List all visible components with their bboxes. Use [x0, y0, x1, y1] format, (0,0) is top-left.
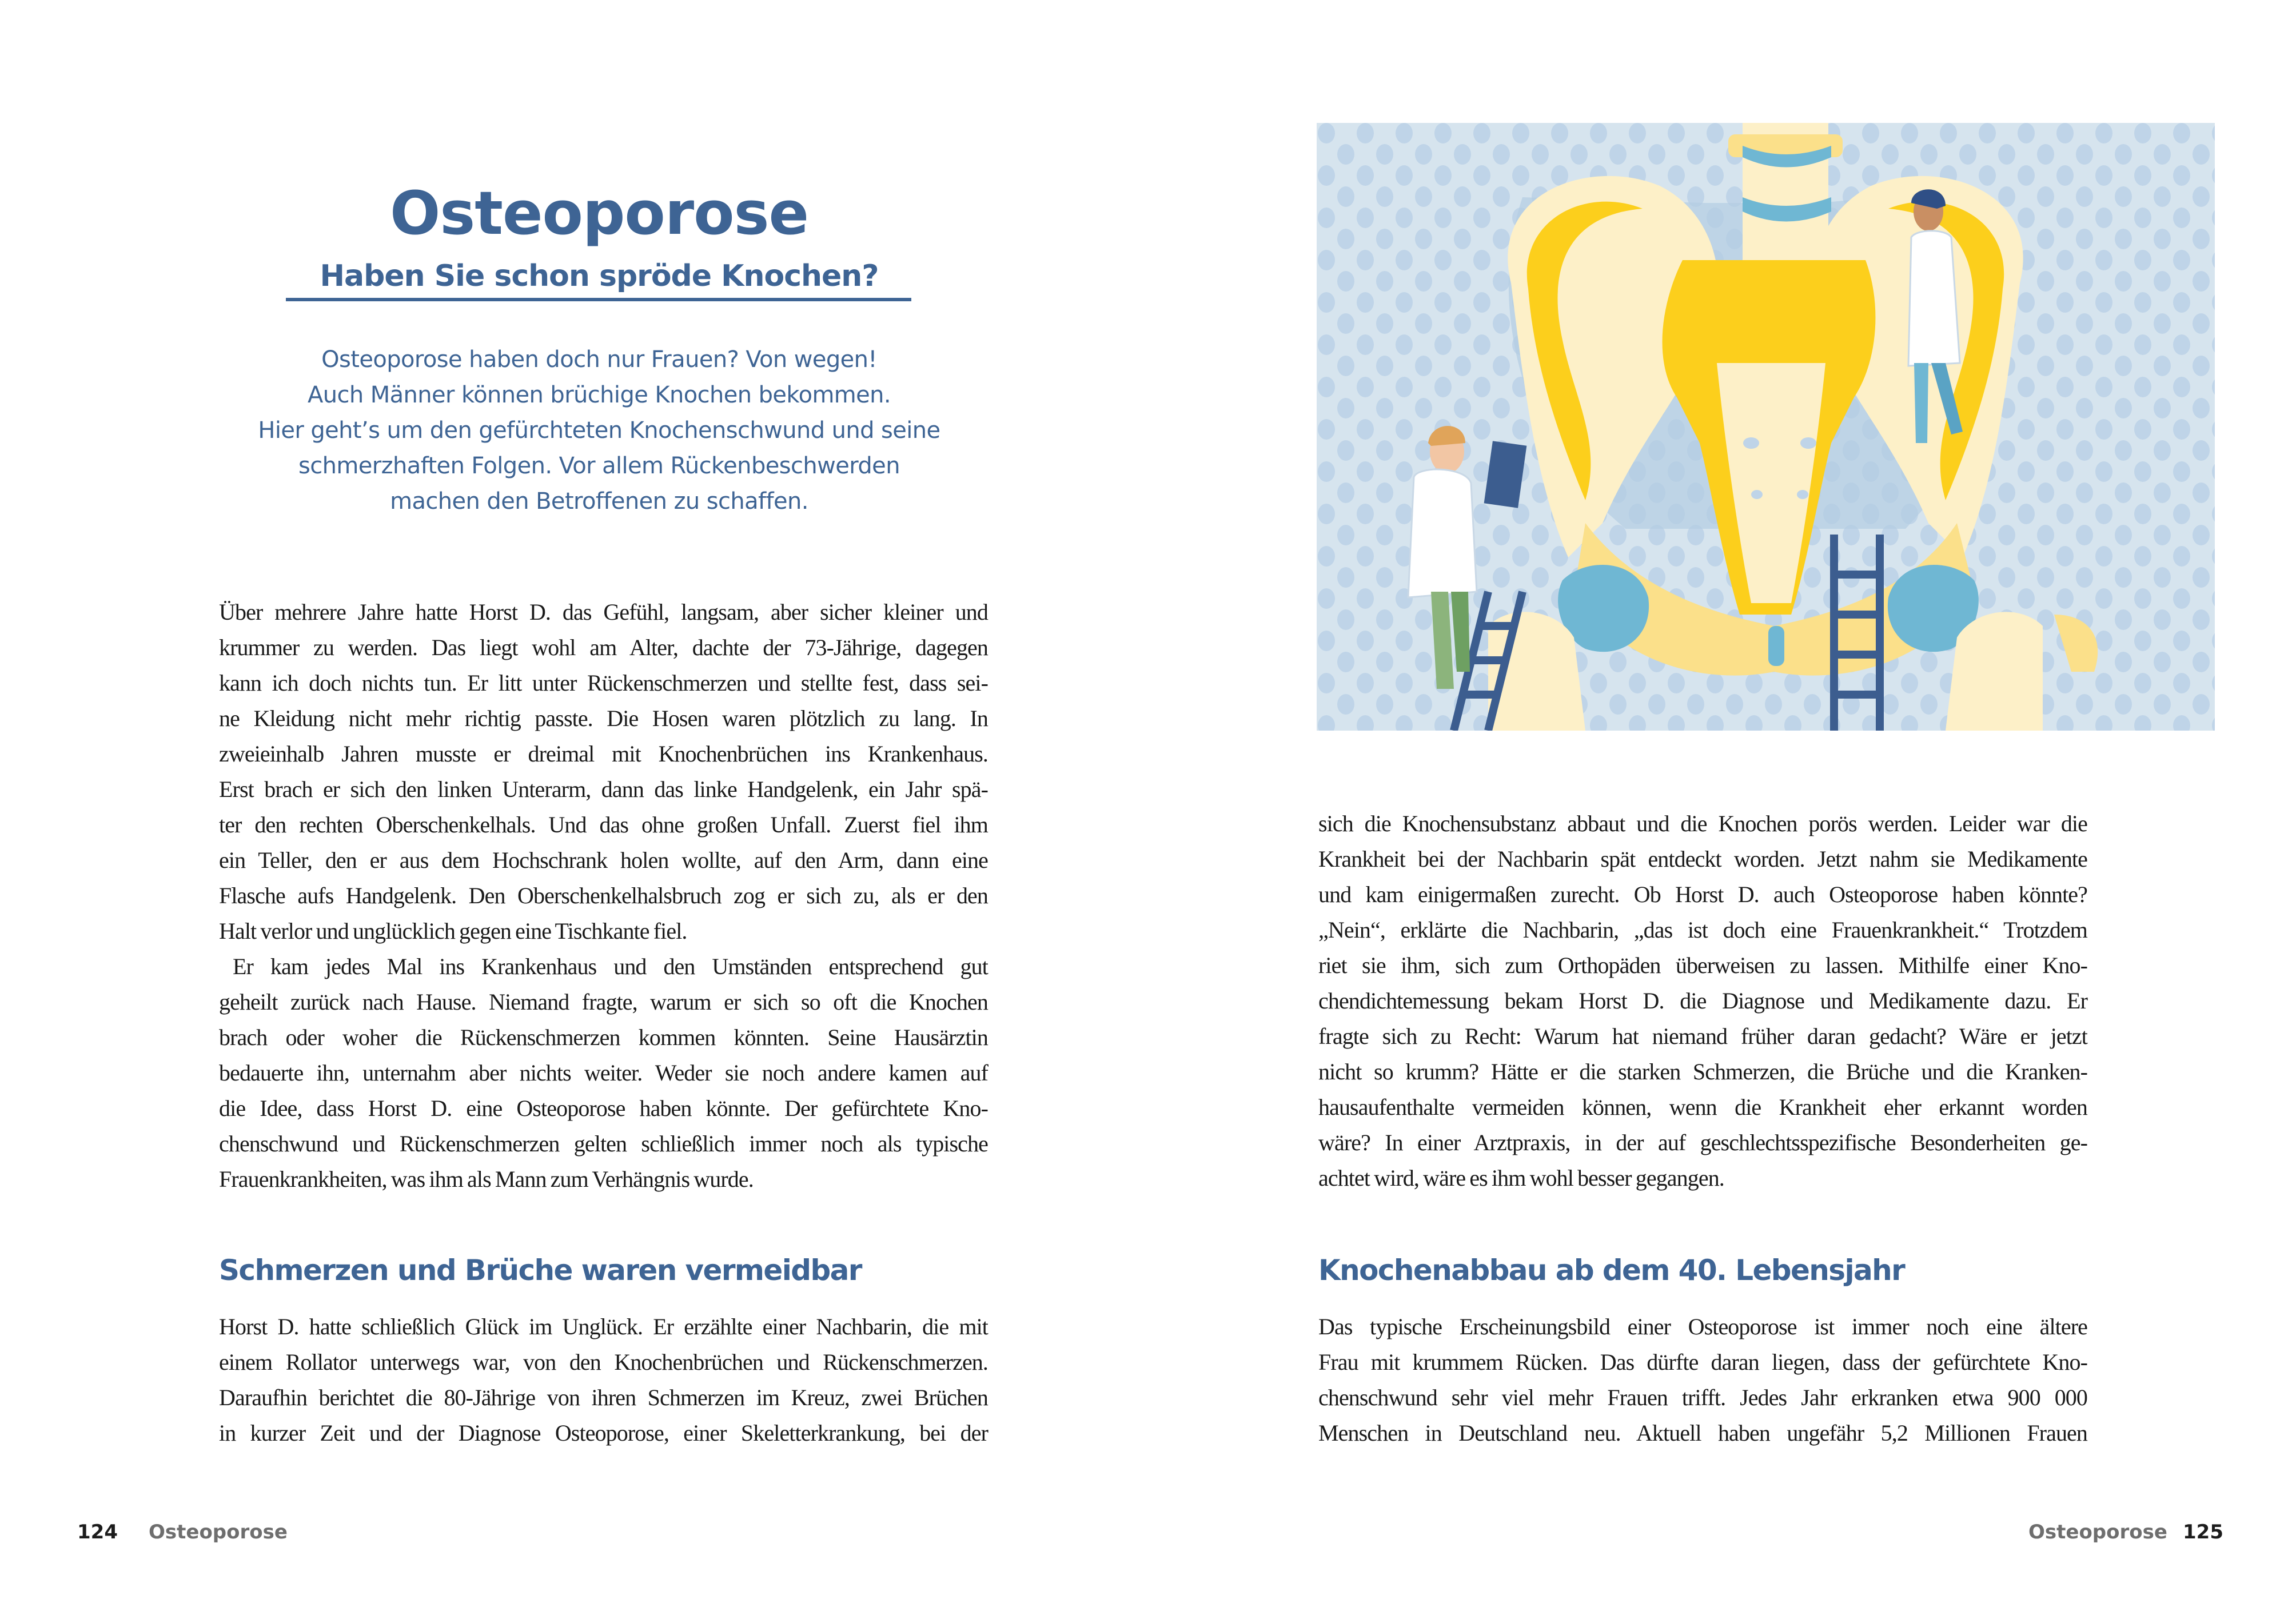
body-line: chenschwund und Rückenschmerzen gelten schließlich immer noch als typische [219, 1131, 988, 1157]
chapter-subtitle: Haben Sie schon spröde Knochen? [320, 259, 879, 294]
body-line: hausaufenthalte vermeiden können, wenn die Krankheit eher erkannt worden [1318, 1094, 2087, 1120]
title-divider [286, 298, 911, 301]
body-line: Das typische Erscheinungsbild einer Osteoporose ist immer noch eine ältere [1318, 1314, 2087, 1339]
pelvis-doctors-illustration-icon [1317, 123, 2215, 731]
body-line: chendichtemessung bekam Horst D. die Diagnose und Medikamente dazu. Er [1318, 988, 2087, 1014]
body-line: sich die Knochensubstanz abbaut und die Knochen porös werden. Leider war die [1318, 811, 2087, 836]
body-line: nicht so krumm? Hätte er die starken Schmerzen, die Brüche und die Kranken- [1318, 1059, 2087, 1084]
body-line: die Idee, dass Horst D. eine Osteoporose haben könnte. Der gefürchtete Kno- [219, 1095, 988, 1121]
intro-line: Auch Männer können brüchige Knochen bekommen. [307, 382, 891, 408]
body-line: Frauenkrankheiten, was ihm als Mann zum Verhängnis wurde. [219, 1166, 754, 1192]
intro-teaser [219, 342, 979, 519]
body-line: Flasche aufs Handgelenk. Den Oberschenkelhalsbruch zog er sich zu, als er den [219, 883, 988, 908]
body-line: ter den rechten Oberschenkelhals. Und das ohne großen Unfall. Zuerst fiel ihm [219, 812, 988, 838]
body-line: Er kam jedes Mal ins Krankenhaus und den Umständen entsprechend gut [233, 954, 988, 979]
body-line: fragte sich zu Recht: Warum hat niemand früher daran gedacht? Wäre er jetzt [1318, 1023, 2087, 1049]
body-line: Krankheit bei der Nachbarin spät entdeckt worden. Jetzt nahm sie Medikamente [1318, 846, 2087, 872]
body-line: in kurzer Zeit und der Diagnose Osteoporose, einer Skeletterkrankung, bei der [219, 1420, 988, 1446]
body-line: Daraufhin berichtet die 80-Jährige von ihren Schmerzen im Kreuz, zwei Brüchen [219, 1385, 988, 1410]
body-line: ne Kleidung nicht mehr richtig passte. Die Hosen waren plötzlich zu lang. In [219, 705, 988, 731]
left-body-text [219, 595, 988, 1197]
body-line: achtet wird, wäre es ihm wohl besser gegangen. [1318, 1165, 1724, 1191]
body-line: geheilt zurück nach Hause. Niemand fragte, warum er sich so oft die Knochen [219, 989, 988, 1015]
body-line: kann ich doch nichts tun. Er litt unter Rückenschmerzen und stellte fest, dass sei- [219, 670, 988, 696]
body-line: chenschwund sehr viel mehr Frauen trifft. Jedes Jahr erkranken etwa 900 000 [1318, 1385, 2087, 1410]
intro-line: machen den Betroffenen zu schaffen. [390, 488, 808, 515]
body-line: brach oder woher die Rückenschmerzen kommen könnten. Seine Hausärztin [219, 1024, 988, 1050]
running-title: Osteoporose [149, 1521, 288, 1544]
page-number: 124 [77, 1521, 118, 1544]
body-line: riet sie ihm, sich zum Orthopäden überweisen zu lassen. Mithilfe einer Kno- [1318, 952, 2087, 978]
running-title: Osteoporose [2028, 1521, 2167, 1544]
section-heading: Knochenabbau ab dem 40. Lebensjahr [1318, 1254, 1905, 1287]
intro-line: schmerzhaften Folgen. Vor allem Rückenbeschwerden [298, 453, 900, 479]
body-line: Über mehrere Jahre hatte Horst D. das Gefühl, langsam, aber sicher kleiner und [219, 599, 988, 625]
right-section [1318, 1253, 2087, 1451]
body-line: Menschen in Deutschland neu. Aktuell haben ungefähr 5,2 Millionen Frauen [1318, 1420, 2087, 1446]
intro-line: Osteoporose haben doch nur Frauen? Von wegen! [321, 346, 877, 373]
left-section [219, 1253, 988, 1451]
body-line: ein Teller, den er aus dem Hochschrank holen wollte, auf den Arm, dann eine [219, 847, 988, 873]
section-heading: Schmerzen und Brüche waren vermeidbar [219, 1254, 862, 1287]
body-line: Frau mit krummem Rücken. Das dürfte daran liegen, dass der gefürchtete Kno- [1318, 1349, 2087, 1375]
body-line: und kam einigermaßen zurecht. Ob Horst D. auch Osteoporose haben könnte? [1318, 882, 2087, 907]
body-line: „Nein“, erklärte die Nachbarin, „das ist doch eine Frauenkrankheit.“ Trotzdem [1318, 917, 2087, 943]
body-line: krummer zu werden. Das liegt wohl am Alter, dachte der 73-Jährige, dagegen [219, 635, 988, 660]
right-body-text [1318, 806, 2087, 1196]
page-number: 125 [2183, 1521, 2223, 1544]
body-line: Erst brach er sich den linken Unterarm, dann das linke Handgelenk, ein Jahr spä- [219, 776, 988, 802]
chapter-title: Osteoporose [389, 178, 809, 248]
intro-line: Hier geht’s um den gefürchteten Knochenschwund und seine [258, 417, 940, 444]
body-line: einem Rollator unterwegs war, von den Knochenbrüchen und Rückenschmerzen. [219, 1349, 988, 1375]
body-line: bedauerte ihn, unternahm aber nichts weiter. Weder sie noch andere kamen auf [219, 1060, 988, 1086]
body-line: Horst D. hatte schließlich Glück im Unglück. Er erzählte einer Nachbarin, die mit [219, 1314, 988, 1339]
body-line: wäre? In einer Arztpraxis, in der auf geschlechtsspezifische Besonderheiten ge- [1318, 1130, 2087, 1155]
body-line: Halt verlor und unglücklich gegen eine Tischkante fiel. [219, 918, 687, 944]
body-line: zweieinhalb Jahren musste er dreimal mit Knochenbrüchen ins Krankenhaus. [219, 741, 988, 767]
